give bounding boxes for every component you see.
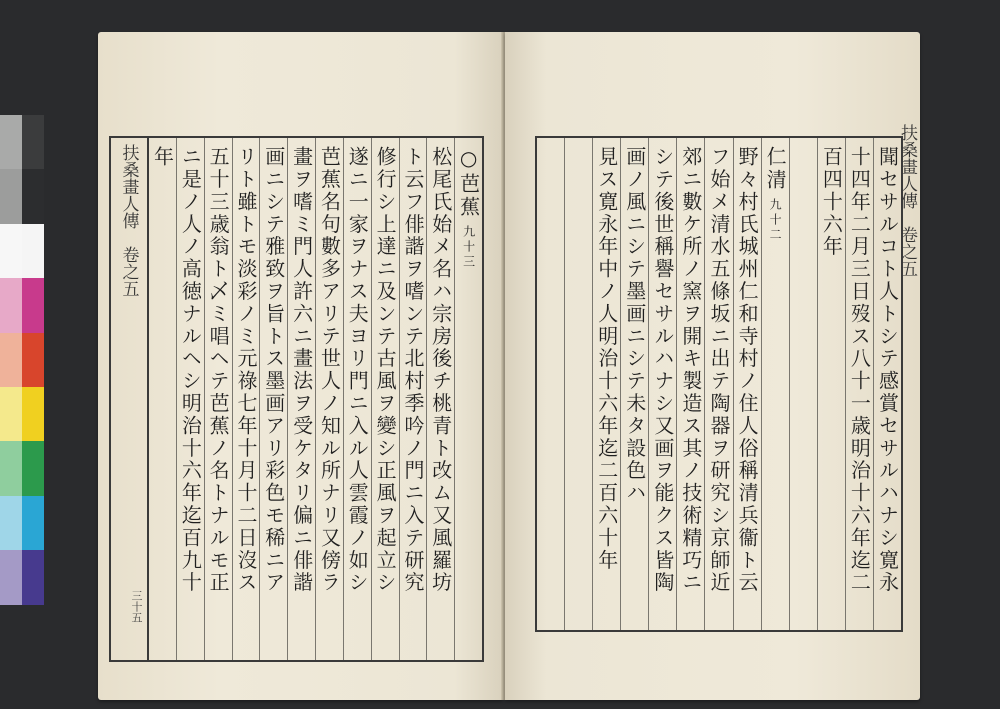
right-text-column	[593, 138, 621, 630]
page-number: 三十五	[130, 590, 143, 623]
column-text: 五十三歳翁ト乄ミ唱ヘテ芭蕉ノ名トナルモ正	[206, 146, 231, 594]
column-text: 百四十六年	[819, 146, 844, 258]
right-text-column	[846, 138, 874, 630]
column-text: 芭蕉名句數多アリテ世人ノ知ル所ナリ又傍ラ	[317, 146, 342, 594]
right-text-column	[537, 138, 565, 630]
right-text-frame	[535, 136, 903, 632]
color-swatch	[22, 333, 44, 387]
right-text-column	[762, 138, 790, 630]
color-swatch	[0, 278, 22, 332]
color-swatch	[22, 387, 44, 441]
right-page	[505, 32, 920, 700]
column-text: 修行シ上達ニ及ンテ古風ヲ變シ正風ヲ起立シ	[373, 146, 398, 594]
right-text-column	[874, 138, 901, 630]
color-swatch	[22, 115, 44, 169]
column-text: ト云フ俳諧ヲ嗜ンテ北村季吟ノ門ニ入テ研究	[400, 146, 425, 594]
right-text-column	[705, 138, 733, 630]
column-text: シテ後世稱譽セサルハナシ又画ヲ能クス皆陶	[650, 146, 675, 594]
left-text-column	[400, 138, 428, 660]
left-text-column	[205, 138, 233, 660]
column-text: 郊ニ數ケ所ノ窯ヲ開キ製造ス其ノ技術精巧ニ	[678, 146, 703, 594]
entry-number: 九十三	[461, 225, 476, 270]
left-text-column	[316, 138, 344, 660]
column-text: 十四年二月三日歿ス八十一歳明治十六年迄二	[847, 146, 872, 594]
left-text-column	[455, 138, 482, 660]
entry-number: 九十二	[768, 198, 783, 243]
column-text: ○芭蕉	[456, 146, 481, 219]
color-swatch	[22, 169, 44, 223]
right-text-column	[621, 138, 649, 630]
column-text: 見ス寛永年中ノ人明治十六年迄二百六十年	[594, 146, 619, 572]
left-text-column	[260, 138, 288, 660]
column-text: 仁清	[763, 146, 788, 192]
left-text-column	[344, 138, 372, 660]
color-swatch	[0, 387, 22, 441]
column-text: 画ノ風ニシテ墨画ニシテ未タ設色ハ	[622, 146, 647, 505]
color-swatch	[22, 224, 44, 278]
column-text: 畫ヲ嗜ミ門人許六ニ畫法ヲ受ケタリ偏ニ俳諧	[289, 146, 314, 594]
left-text-column	[233, 138, 261, 660]
open-book	[98, 32, 920, 700]
left-text-column	[177, 138, 205, 660]
right-text-column	[565, 138, 593, 630]
color-swatch	[22, 278, 44, 332]
column-text: 聞セサルコト人トシテ感賞セサルハナシ寛永	[875, 146, 900, 594]
color-swatch	[0, 333, 22, 387]
left-text-column	[149, 138, 177, 660]
left-page	[98, 32, 503, 700]
left-text-column	[372, 138, 400, 660]
color-swatch	[22, 550, 44, 604]
color-swatch	[22, 441, 44, 495]
column-text: 野々村氏城州仁和寺村ノ住人俗稱清兵衞ト云	[735, 146, 760, 594]
column-text: 遂ニ一家ヲナス夫ヨリ門ニ入ル人雲霞ノ如シ	[345, 146, 370, 594]
color-swatch	[22, 496, 44, 550]
right-text-column	[734, 138, 762, 630]
left-text-column	[427, 138, 455, 660]
column-text: フ始メ清水五條坂ニ出テ陶器ヲ研究シ京師近	[707, 146, 731, 594]
column-text: リト雖トモ淡彩ノミ元祿七年十月十二日沒ス	[233, 146, 258, 594]
color-swatch	[0, 224, 22, 278]
color-swatch	[0, 169, 22, 223]
color-swatch	[0, 441, 22, 495]
color-swatch	[0, 550, 22, 604]
right-text-column	[790, 138, 818, 630]
left-running-header: 扶桑畫人傳 卷之五	[111, 138, 149, 660]
right-text-column	[649, 138, 677, 630]
color-calibration-bar	[0, 115, 44, 605]
column-text: 画ニシテ雅致ヲ旨トス墨画アリ彩色モ稀ニア	[261, 146, 286, 594]
left-text-column	[288, 138, 316, 660]
color-swatch	[0, 496, 22, 550]
right-running-header: 扶桑畫人傳 卷之五	[897, 124, 917, 277]
column-text: 年	[150, 146, 175, 169]
right-text-columns	[537, 138, 901, 630]
right-text-column	[677, 138, 705, 630]
color-swatch	[0, 115, 22, 169]
left-text-frame	[109, 136, 484, 662]
right-text-column	[818, 138, 846, 630]
left-text-columns	[149, 138, 482, 660]
column-text: 松尾氏始メ名ハ宗房後チ桃青ト改ム又風羅坊	[428, 146, 453, 594]
column-text: ニ是ノ人ノ高徳ナルヘシ明治十六年迄百九十	[178, 146, 203, 594]
